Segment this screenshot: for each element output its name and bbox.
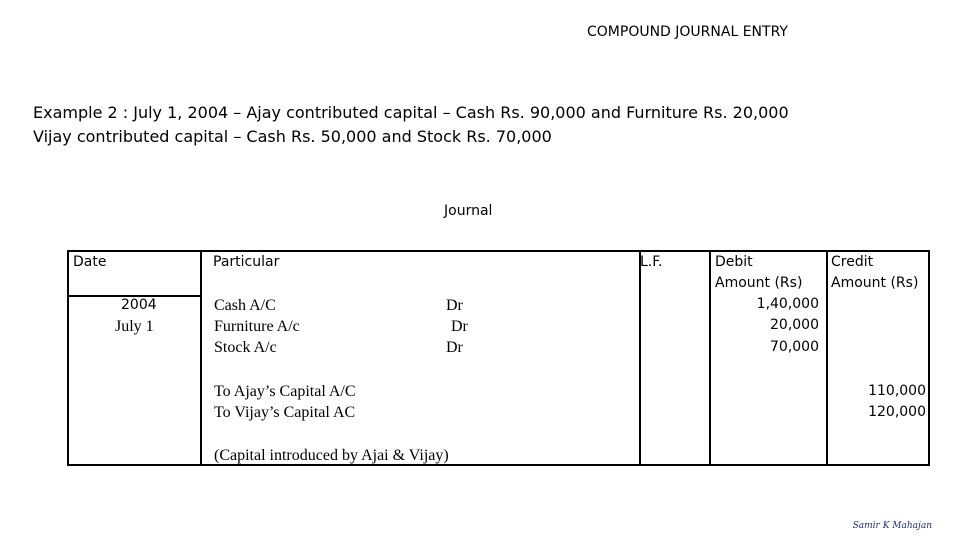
- journal-label: Journal: [444, 203, 493, 219]
- debit-account-furniture: Furniture A/c: [214, 318, 300, 335]
- debit-account-stock: Stock A/c: [214, 339, 277, 356]
- page-heading: COMPOUND JOURNAL ENTRY: [587, 24, 788, 40]
- author-signature: Samir K Mahajan: [852, 521, 932, 531]
- example-line-2: Vijay contributed capital – Cash Rs. 50,000 and Stock Rs. 70,000: [33, 127, 552, 146]
- header-lf: L.F.: [640, 254, 663, 270]
- debit-amount-furniture: 20,000: [770, 317, 819, 333]
- credit-account-vijay: To Vijay’s Capital AC: [214, 404, 356, 421]
- date-year: 2004: [121, 297, 157, 313]
- header-particular: Particular: [213, 254, 280, 270]
- date-day: July 1: [115, 318, 154, 335]
- header-date: Date: [73, 254, 107, 270]
- debit-amount-stock: 70,000: [770, 339, 819, 355]
- header-debit-amount: Amount (Rs): [715, 275, 803, 291]
- dr-marker-stock: Dr: [446, 339, 463, 356]
- col-divider-lf: [709, 252, 711, 464]
- credit-amount-vijay: 120,000: [868, 404, 926, 420]
- col-divider-debit: [826, 252, 828, 464]
- dr-marker-cash: Dr: [446, 297, 463, 314]
- col-divider-date: [200, 252, 202, 464]
- header-credit-amount: Amount (Rs): [831, 275, 919, 291]
- credit-account-ajay: To Ajay’s Capital A/C: [214, 383, 356, 400]
- header-debit: Debit: [715, 254, 753, 270]
- narration: (Capital introduced by Ajai & Vijay): [214, 447, 449, 464]
- debit-account-cash: Cash A/C: [214, 297, 276, 314]
- col-divider-particular: [639, 252, 641, 464]
- credit-amount-ajay: 110,000: [868, 383, 926, 399]
- header-credit: Credit: [831, 254, 874, 270]
- dr-marker-furniture: Dr: [451, 318, 468, 335]
- example-line-1: Example 2 : July 1, 2004 – Ajay contributed capital – Cash Rs. 90,000 and Furniture Rs. 20,000: [33, 103, 789, 122]
- debit-amount-cash: 1,40,000: [756, 296, 819, 312]
